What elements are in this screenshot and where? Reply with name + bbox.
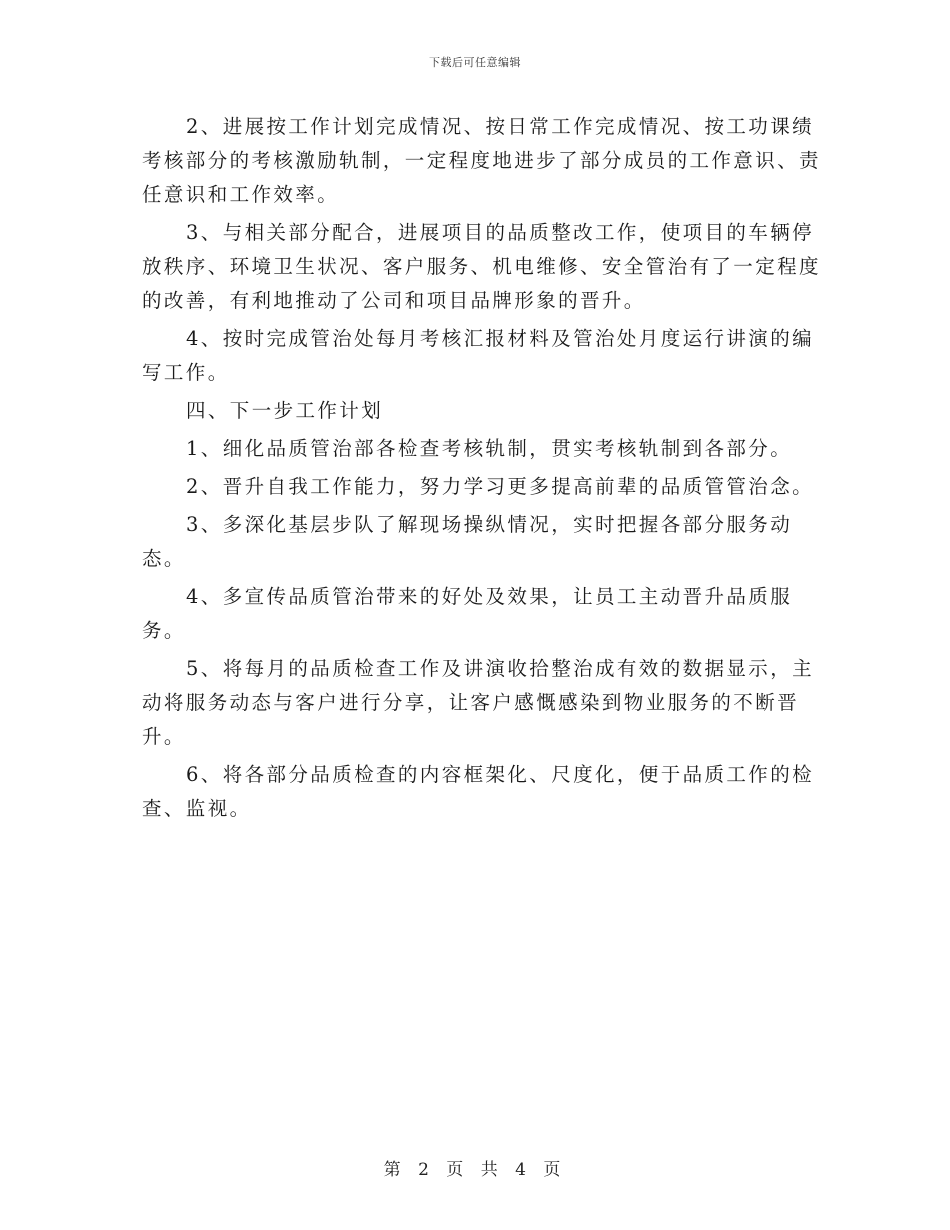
page-header: 下载后可任意编辑 xyxy=(429,56,521,69)
plan-item-2: 2、晋升自我工作能力，努力学习更多提高前辈的品质管管治念。 xyxy=(186,475,815,498)
plan-item-3: 3、多深化基层步队了解现场操纵情况，实时把握各部分服务动态。 xyxy=(142,513,793,570)
plan-item-1: 1、细化品质管治部各检查考核轨制，贯实考核轨制到各部分。 xyxy=(186,437,793,460)
paragraph-item-2-assessment: 2、进展按工作计划完成情况、按日常工作完成情况、按工功课绩考核部分的考核激励轨制，一定程度地进步了部分成员的工作意识、责任意识和工作效率。 xyxy=(142,115,821,206)
paragraph-item-3-quality-rectification: 3、与相关部分配合，进展项目的品质整改工作，使项目的车辆停放秩序、环境卫生状况、客户服务、机电维修、安全管治有了一定程度的改善，有利地推动了公司和项目品牌形象的晋升。 xyxy=(142,221,821,312)
paragraph-item-4-monthly-report: 4、按时完成管治处每月考核汇报材料及管治处月度运行讲演的编写工作。 xyxy=(142,327,815,384)
plan-item-5: 5、将每月的品质检查工作及讲演收拾整治成有效的数据显示，主动将服务动态与客户进行分享，让客户感慨感染到物业服务的不断晋升。 xyxy=(142,657,815,748)
plan-item-4: 4、多宣传品质管治带来的好处及效果，让员工主动晋升品质服务。 xyxy=(142,585,793,642)
document-body xyxy=(142,110,832,826)
page-number-footer: 第 2 页 共 4 页 xyxy=(383,1160,567,1180)
section-heading-next-plan: 四、下一步工作计划 xyxy=(186,399,384,422)
plan-item-6: 6、将各部分品质检查的内容框架化、尺度化，便于品质工作的检查、监视。 xyxy=(142,763,815,820)
